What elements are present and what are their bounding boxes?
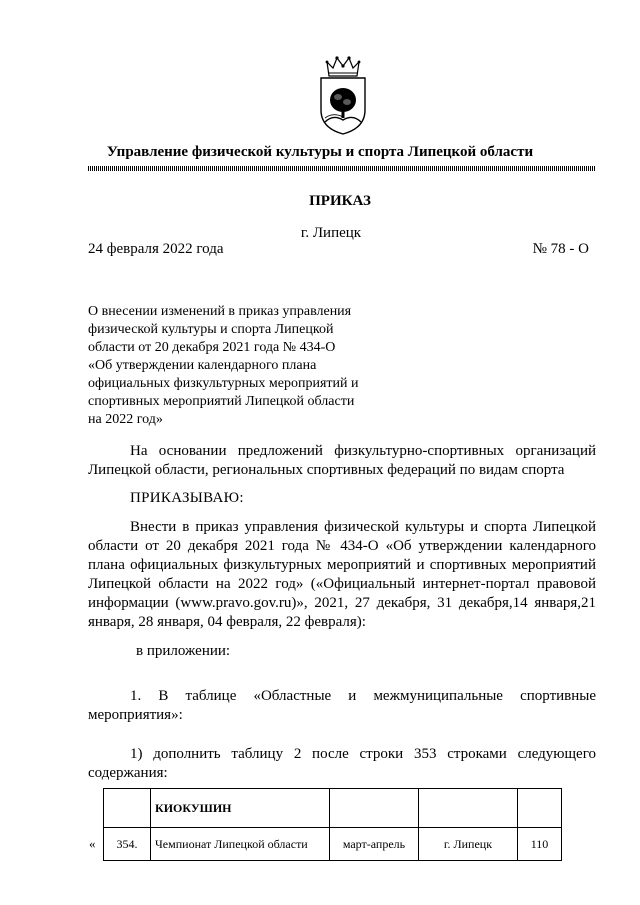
event-period-cell: март-апрель xyxy=(330,828,419,861)
document-subject xyxy=(88,303,398,429)
participants-count-cell: 110 xyxy=(518,828,562,861)
section-title-cell: КИОКУШИН xyxy=(151,789,330,828)
document-date: 24 февраля 2022 года xyxy=(88,241,224,257)
amendment-paragraph: Внести в приказ управления физической культуры и спорта Липецкой области от 20 декабря 2021 года № 434-О «Об утверждении календарного плана официальных физкультурных мероприятий и спортивных мероприятий Липецкой области на 2022 год» («Официальный интернет-портал правовой информации (www.pravo.gov.ru)», 2021, 27 декабря, 31 декабря,14 января,21 января, 28 января, 04 февраля, 22 февраля): xyxy=(88,519,596,630)
subitem-1-paragraph: 1) дополнить таблицу 2 после строки 353 строками следующего содержания: xyxy=(88,746,596,781)
document-city: г. Липецк xyxy=(300,225,362,241)
order-word: ПРИКАЗЫВАЮ: xyxy=(130,490,244,506)
row-number-cell: 354. xyxy=(104,828,151,861)
subject-line: области от 20 декабря 2021 года № 434-О xyxy=(88,340,336,355)
organization-name: Управление физической культуры и спорта Липецкой области xyxy=(106,144,534,160)
events-table xyxy=(103,788,562,861)
coat-of-arms-emblem xyxy=(315,54,371,136)
subject-line: на 2022 год» xyxy=(88,412,163,427)
subject-line: официальных физкультурных мероприятий и xyxy=(88,376,359,391)
open-quote-mark: « xyxy=(89,836,96,851)
subject-line: спортивных мероприятий Липецкой области xyxy=(88,394,355,409)
event-name-cell: Чемпионат Липецкой области xyxy=(151,828,330,861)
table-row xyxy=(104,789,562,828)
table-row xyxy=(104,828,562,861)
table-cell xyxy=(419,789,518,828)
event-place-cell: г. Липецк xyxy=(419,828,518,861)
table-cell xyxy=(330,789,419,828)
subject-line: «Об утверждении календарного плана xyxy=(88,358,317,373)
document-number: № 78 - О xyxy=(532,241,589,257)
document-title: ПРИКАЗ xyxy=(309,193,371,209)
in-annex-line: в приложении: xyxy=(136,643,231,659)
item-1-paragraph: 1. В таблице «Областные и межмуниципальные спортивные мероприятия»: xyxy=(88,688,596,723)
table-cell xyxy=(518,789,562,828)
basis-paragraph: На основании предложений физкультурно-спортивных организаций Липецкой области, региональных спортивных федераций по видам спорта xyxy=(88,443,596,478)
table-cell xyxy=(104,789,151,828)
header-rule xyxy=(88,166,596,171)
subject-line: физической культуры и спорта Липецкой xyxy=(88,322,334,337)
subject-line: О внесении изменений в приказ управления xyxy=(88,304,352,319)
